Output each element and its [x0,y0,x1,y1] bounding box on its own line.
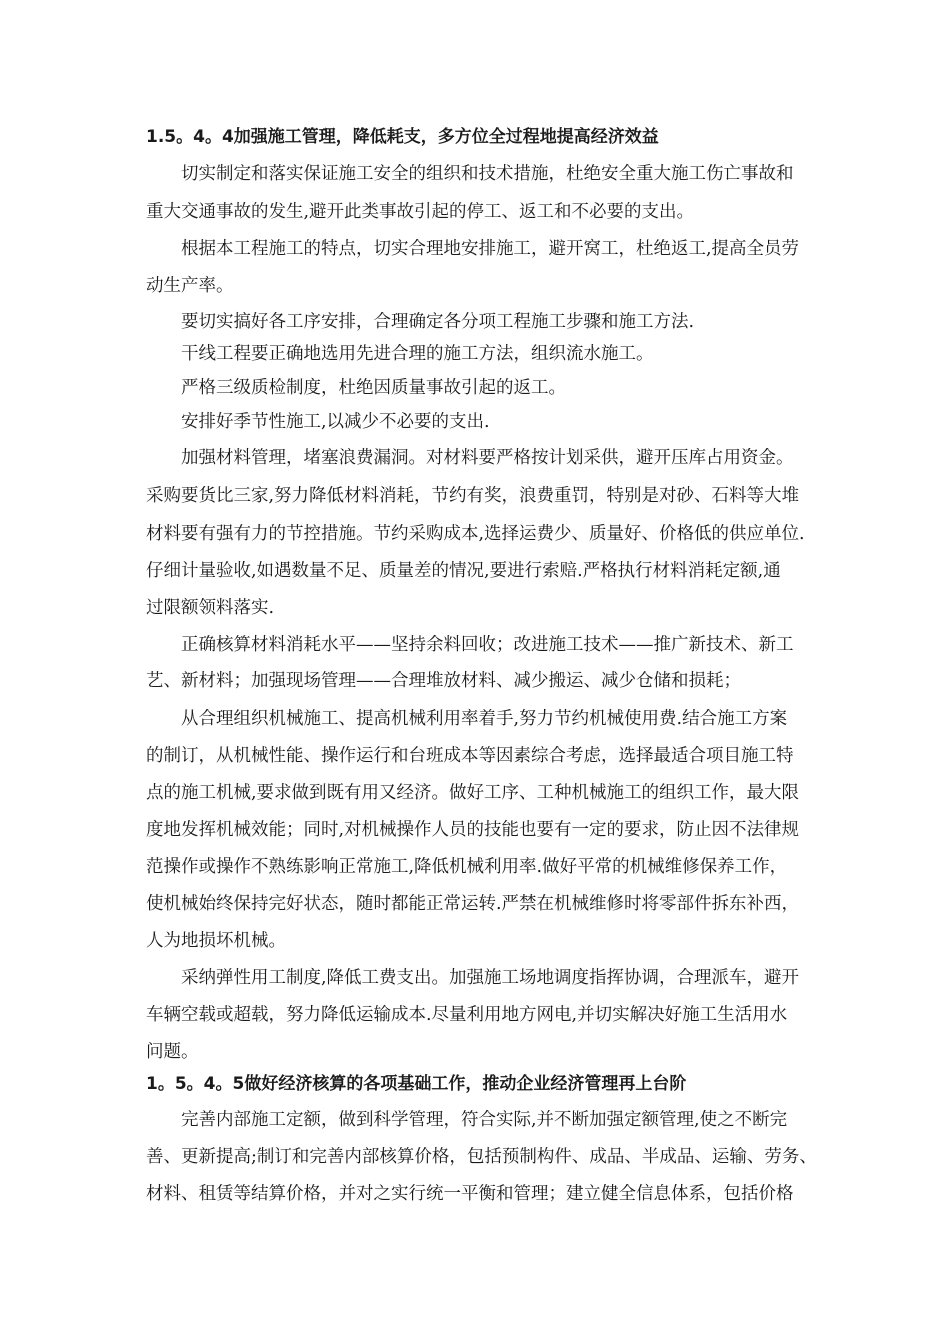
section-heading-1-5-4-4: 1.5。4。4加强施工管理，降低耗支，多方位全过程地提高经济效益 [146,127,659,147]
paragraph-line: 加强材料管理，堵塞浪费漏洞。对材料要严格按计划采供，避开压库占用资金。 [181,448,794,468]
paragraph-line: 范操作或操作不熟练影响正常施工,降低机械利用率.做好平常的机械维修保养工作， [146,857,788,877]
paragraph-line: 切实制定和落实保证施工安全的组织和技术措施，杜绝安全重大施工伤亡事故和 [181,164,794,184]
paragraph-line: 车辆空载或超载，努力降低运输成本.尽量利用地方网电,并切实解决好施工生活用水 [146,1005,788,1025]
paragraph-line: 度地发挥机械效能；同时,对机械操作人员的技能也要有一定的要求，防止因不法律规 [146,820,800,840]
paragraph-line: 根据本工程施工的特点，切实合理地安排施工，避开窝工，杜绝返工,提高全员劳 [181,239,800,259]
paragraph-line: 动生产率。 [146,276,234,296]
paragraph-line: 使机械始终保持完好状态，随时都能正常运转.严禁在机械维修时将零部件拆东补西， [146,894,800,914]
paragraph-line: 干线工程要正确地选用先进合理的施工方法，组织流水施工。 [181,344,654,364]
paragraph-line: 严格三级质检制度，杜绝因质量事故引起的返工。 [181,378,566,398]
paragraph-line: 采购要货比三家,努力降低材料消耗，节约有奖，浪费重罚，特别是对砂、石料等大堆 [146,486,800,506]
paragraph-line: 采纳弹性用工制度,降低工费支出。加强施工场地调度指挥协调，合理派车，避开 [181,968,800,988]
paragraph-line: 人为地损坏机械。 [146,931,286,951]
paragraph-line: 完善内部施工定额，做到科学管理，符合实际,并不断加强定额管理,使之不断完 [181,1110,788,1130]
paragraph-line: 材料要有强有力的节控措施。节约采购成本,选择运费少、质量好、价格低的供应单位. [146,524,805,544]
paragraph-line: 材料、租赁等结算价格，并对之实行统一平衡和管理；建立健全信息体系，包括价格 [146,1184,794,1204]
paragraph-line: 善、更新提高;制订和完善内部核算价格，包括预制构件、成品、半成品、运输、劳务、 [146,1147,817,1167]
paragraph-line: 要切实搞好各工序安排，合理确定各分项工程施工步骤和施工方法. [181,312,695,332]
paragraph-line: 艺、新材料；加强现场管理——合理堆放材料、减少搬运、减少仓储和损耗； [146,671,741,691]
paragraph-line: 安排好季节性施工,以减少不必要的支出. [181,412,490,432]
paragraph-line: 的制订，从机械性能、操作运行和台班成本等因素综合考虑，选择最适合项目施工特 [146,746,794,766]
paragraph-line: 仔细计量验收,如遇数量不足、质量差的情况,要进行索赔.严格执行材料消耗定额,通 [146,561,781,581]
section-heading-1-5-4-5: 1。5。4。5做好经济核算的各项基础工作，推动企业经济管理再上台阶 [146,1074,687,1094]
paragraph-line: 点的施工机械,要求做到既有用又经济。做好工序、工种机械施工的组织工作，最大限 [146,783,800,803]
paragraph-line: 重大交通事故的发生,避开此类事故引起的停工、返工和不必要的支出。 [146,202,695,222]
paragraph-line: 正确核算材料消耗水平——坚持余料回收；改进施工技术——推广新技术、新工 [181,635,794,655]
paragraph-line: 过限额领料落实. [146,598,275,618]
paragraph-line: 问题。 [146,1042,199,1062]
paragraph-line: 从合理组织机械施工、提高机械利用率着手,努力节约机械使用费.结合施工方案 [181,709,788,729]
